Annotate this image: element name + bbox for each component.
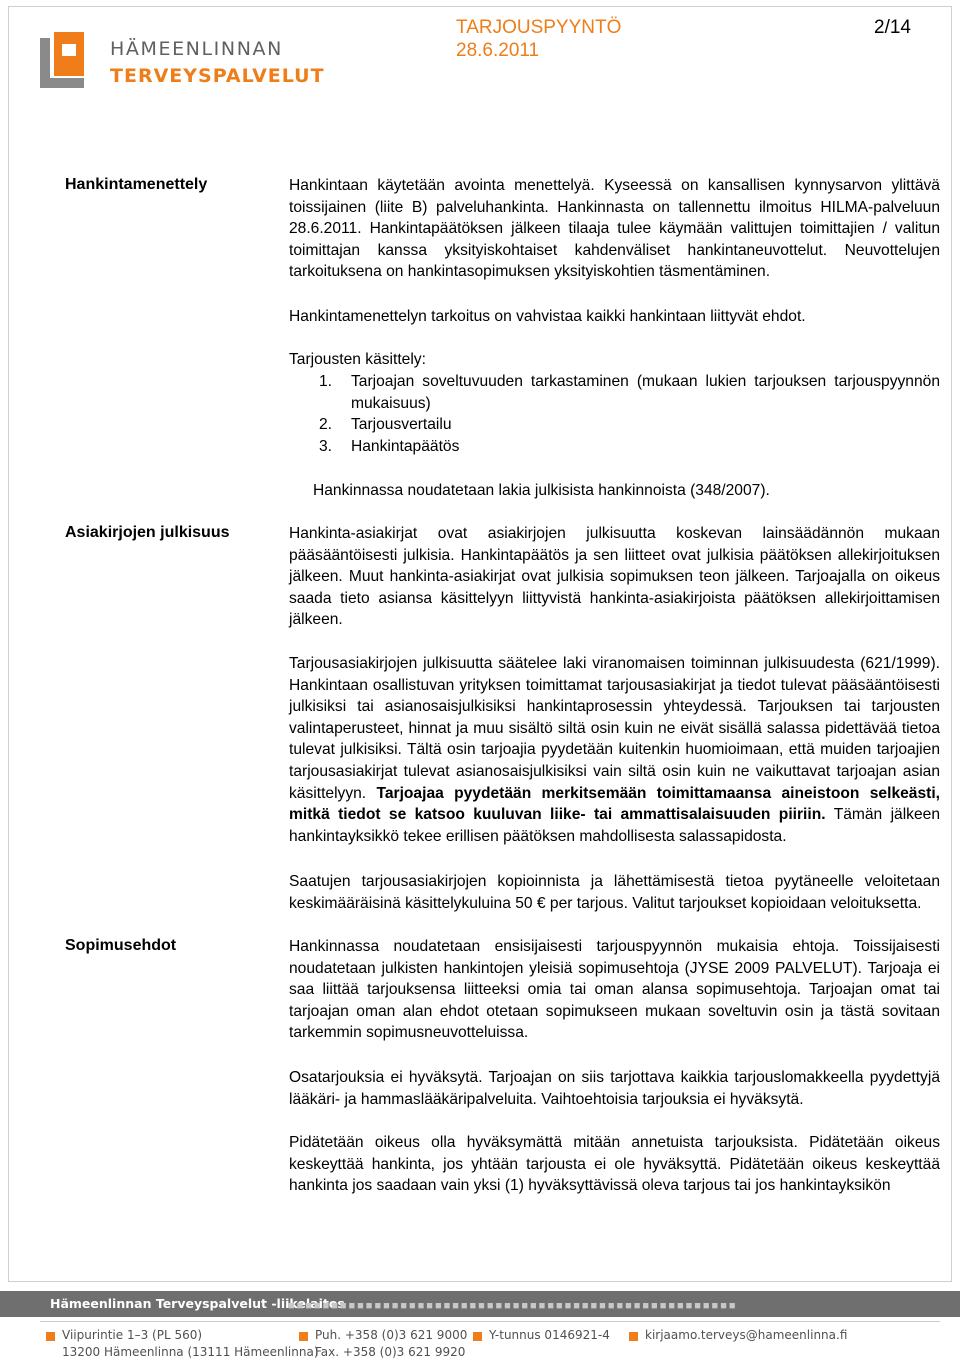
footer-address-line1: Viipurintie 1–3 (PL 560) bbox=[62, 1328, 203, 1342]
list-item-text: Hankintapäätös bbox=[351, 438, 460, 455]
footer-address-line2: 13200 Hämeenlinna (13111 Hämeenlinna) bbox=[62, 1345, 319, 1359]
section-title-sopimusehdot: Sopimusehdot bbox=[65, 937, 177, 954]
footer-fax: Fax. +358 (0)3 621 9920 bbox=[315, 1345, 466, 1359]
hankintamenettely-paragraph-1: Hankintaan käytetään avointa menettelyä. Kyseessä on kansallisen kynnysarvon ylittävä toissijainen (liite B) palveluhankinta. Hankinnasta on tallennettu ilmoitus HILMA-palveluun 28.6.2011. Hankintapäätöksen jälkeen tilaaja tulee käymään valittujen toimittajien / valitun toimittajan kanssa yksityiskohtaiset kahdenväliset hankintaneuvottelut. Neuvottelujen tarkoituksena on hankintasopimuksen yksityiskohtien täsmentäminen. bbox=[289, 177, 940, 281]
footer-dots-decoration: ■■■■■■■■■■■■■■■■■■■■■■■■■■■■■■■■■■■■■■■■■■■■■■■■■■■■ bbox=[288, 1300, 738, 1312]
list-item-text: Tarjoajan soveltuvuuden tarkastaminen (mukaan lukien tarjouksen tarjouspyynnön mukaisuus) bbox=[351, 373, 940, 412]
list-item-number: 2. bbox=[319, 416, 333, 433]
footer-bullet-icon bbox=[46, 1332, 55, 1341]
footer-organization: Hämeenlinnan Terveyspalvelut -liikelaitos bbox=[50, 1296, 345, 1311]
hankintamenettely-paragraph-2: Hankintamenettelyn tarkoitus on vahvistaa kaikki hankintaan liittyvät ehdot. bbox=[289, 308, 806, 325]
sopimusehdot-paragraph-1: Hankinnassa noudatetaan ensisijaisesti tarjouspyynnön mukaisia ehtoja. Toissijaisesti noudatetaan julkisten hankintojen yleisiä sopimusehtoja (JYSE 2009 PALVELUT). Tarjoaja ei saa liittää tarjouksensa liitteeksi omia tai oman alansa sopimusehtoja. Tarjoajan omat tai tarjoajan oman alan ehdot otetaan sopimukseen mukaan soveltuvin osin ja tästä sovitaan tarkemmin sopimusneuvotteluissa. bbox=[289, 938, 940, 1042]
footer-email: kirjaamo.terveys@hameenlinna.fi bbox=[645, 1328, 848, 1342]
sopimusehdot-paragraph-2: Osatarjouksia ei hyväksytä. Tarjoajan on siis tarjottava kaikkia tarjouslomakkeella pyydettyjä lääkäri- ja hammaslääkäripalveluita. Vaihtoehtoisia tarjouksia ei hyväksytä. bbox=[289, 1069, 940, 1108]
asiakirjat-paragraph-1: Hankinta-asiakirjat ovat asiakirjojen julkisuutta koskevan lainsäädännön mukaan pääsääntöisesti julkisia. Hankintapäätös ja sen liitteet ovat julkisia päätöksen allekirjoituksen jälkeen. Muut hankinta-asiakirjat ovat julkisia sopimuksen teon jälkeen. Tarjoajalla on oikeus saada tieto asiansa käsittelyyn liittyvistä hankinta-asiakirjoista päätöksen allekirjoittamisen jälkeen. bbox=[289, 525, 940, 629]
logo-text-line1: HÄMEENLINNAN bbox=[110, 38, 283, 60]
asiakirjat-paragraph-2-end: Tämän jälkeen hankintayksikkö tekee erillisen päätöksen mahdollisesta salassapidosta. bbox=[289, 806, 940, 845]
processing-list-title: Tarjousten käsittely: bbox=[289, 351, 426, 368]
organization-logo bbox=[40, 32, 325, 96]
logo-mark-icon bbox=[40, 32, 98, 94]
section-title-hankintamenettely: Hankintamenettely bbox=[65, 176, 208, 193]
footer-bullet-icon bbox=[299, 1332, 308, 1341]
footer-ytunnus: Y-tunnus 0146921-4 bbox=[489, 1328, 610, 1342]
law-reference: Hankinnassa noudatetaan lakia julkisista hankinnoista (348/2007). bbox=[313, 482, 770, 499]
footer-divider bbox=[40, 1321, 940, 1322]
asiakirjat-paragraph-3: Saatujen tarjousasiakirjojen kopioinnista ja lähettämisestä tietoa pyytäneelle veloitetaan keskimääräisinä käsittelykuluina 50 € per tarjous. Valitut tarjoukset kopioidaan veloituksetta. bbox=[289, 873, 940, 912]
list-item-number: 1. bbox=[319, 373, 333, 390]
document-title: TARJOUSPYYNTÖ bbox=[456, 17, 622, 38]
page-number: 2/14 bbox=[874, 17, 911, 38]
document-date: 28.6.2011 bbox=[456, 40, 540, 61]
sopimusehdot-paragraph-3: Pidätetään oikeus olla hyväksymättä mitään annetuista tarjouksista. Pidätetään oikeus keskeyttää hankinta, jos yhtään tarjousta ei ole hyväksyttä. Pidätetään oikeus keskeyttää hankinta jos saadaan vain yksi (1) hyväksyttävissä oleva tarjous tai jos hankintayksikön bbox=[289, 1134, 940, 1195]
asiakirjat-paragraph-2 bbox=[289, 653, 940, 847]
logo-text-line2: TERVEYSPALVELUT bbox=[110, 65, 325, 87]
list-item-text: Tarjousvertailu bbox=[351, 416, 452, 433]
list-item-number: 3. bbox=[319, 438, 333, 455]
footer-bullet-icon bbox=[473, 1332, 482, 1341]
footer-bullet-icon bbox=[629, 1332, 638, 1341]
confidentiality-request-bold: Tarjoajaa pyydetään merkitsemään toimittamaansa aineistoon selkeästi, mitkä tiedot se katsoo kuuluvan liike- tai ammattisalaisuuden piiriin. bbox=[289, 784, 940, 824]
section-title-asiakirjojen-julkisuus: Asiakirjojen julkisuus bbox=[65, 524, 230, 541]
asiakirjat-paragraph-2-text: Tarjousasiakirjojen julkisuutta säätelee laki viranomaisen toiminnan julkisuudesta (621/1999). Hankintaan osallistuvan yrityksen toimittamat tarjousasiakirjat ja tiedot tulevat pääsääntöisesti julkisiksi tai asianosaisjulkisiksi hankintaprosessin yhteydessä. Tarjouksen tai tarjousten valintaperusteet, hinnat ja muu sisältö siltä osin kuin ne eivät sisällä salassa pidettävää tietoa tulevat julkisiksi. Tältä osin tarjoajia pyydetään kuitenkin huomioimaan, että muiden tarjoajien tarjousasiakirjat tulevat asianosaisjulkisiksi vain siltä osin kuin ne vaikuttavat tarjoajan asian käsittelyyn. bbox=[289, 655, 940, 802]
footer-phone: Puh. +358 (0)3 621 9000 bbox=[315, 1328, 468, 1342]
